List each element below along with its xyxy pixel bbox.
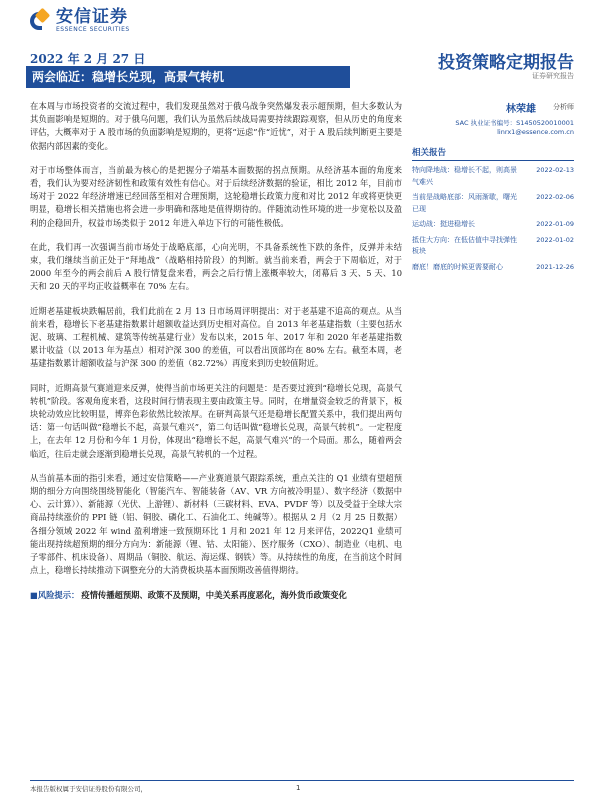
paragraph-3: 在此，我们再一次强调当前市场处于战略底部，心向光明，不具备系统性下跌的条件，反弹并未结束，我们继续当前正处于“拜地战”（战略相持阶段）的判断。就当前来看，两会于下周临近，对于 2000 年至今的两会前后 A 股行情复盘来看，两会之后行情上涨概率较大，闭幕后 3 天、5 天、10 天和 20 天的平均正收益概率在 70% 左右。	[30, 241, 402, 292]
logo-mark-icon	[28, 10, 50, 32]
related-report-title[interactable]: 运动战：挺进稳增长	[412, 220, 475, 228]
report-date: 2022 年 2 月 27 日	[30, 52, 146, 66]
paragraph-4: 近期老基建板块跌幅居前，我们此前在 2 月 13 日市场周评明提出：对于老基建不追高的观点。从当前来看，稳增长下老基建指数累计超额收益达到历史相对高位。自 2013 年老基建指数（主要包括水泥、玻璃、工程机械、建筑等传统基建行业）发布以来，2015 年、2017 年和 2020 年老基建指数累计收益（以 2013 年为基点）相对沪深 300 的差值，可以看出顶部均在 80% 左右。截至本周，老基建指数累计超额收益与沪深 300 的差值（82.72%）再度来到历史较值附近。	[30, 305, 402, 369]
report-title: 两会临近：稳增长兑现，高景气转机	[26, 66, 350, 88]
logo-name-en: ESSENCE SECURITIES	[56, 26, 130, 33]
company-logo	[28, 8, 130, 33]
related-report-item[interactable]	[412, 235, 574, 258]
logo-name-cn: 安信证券	[56, 7, 128, 27]
paragraph-6: 从当前基本面的指引来看，通过安信策略——产业赛道景气跟踪系统，重点关注的 Q1 业绩有望超预期的细分方向围绕围绕智能化（智能汽车、智能装备（AV、VR 方向被冷明显）、数字经济（数据中心、云计算））、新能源（光伏、上游锂）、新材料（三碳材料、EVA、PVDF 等）以及受益于全球大宗商品持续涨价的 PPI 链（铝、铜胶、磷化工、石油化工、纯碱等）。根据从 2 月（2 月 25 日数据）各细分领域 2022 年 wind 盈利增速一致预期环比 1 月和 2021 年 12 月来评估，2022Q1 业绩可能出现持续超预期的细分方向为：新能源（锂、钴、太阳能）、医疗服务（CXO）、制造业（电机、电子零部件、机床设备）、周期品（铜胶、航运、海运煤、钢铁）等。从持续性的角度，在当前这个时间点上，稳增长持续推动下调整充分的大消费板块基本面预期改善值得期待。	[30, 472, 402, 576]
paragraph-5: 同时，近期高景气赛道迎来反弹，使得当前市场更关注的问题是：是否要过渡到“稳增长兑现，高景气转机”阶段。客观角度来看，这段时间行情表现主要由政策主导。同时，在增量资金较乏的背景下，板块轮动效应比较明显，博弈色彩依然比较浓厚。在研判高景气还是稳增长配置关系中，我们提出两句话：第一句话叫做“稳增长不起，高景气难兴”，第二句话叫做“稳增长兑现，高景气转机”。一定程度上，在去年 12 月份和今年 1 月份，体现出“稳增长不起，高景气难兴”的一个局面。那么，随着两会临近，往后走就会逐渐到稳增长兑现，高景气转机的一个过程。	[30, 382, 402, 459]
related-report-item[interactable]	[412, 219, 574, 231]
report-body	[30, 100, 402, 602]
paragraph-2: 对于市场整体而言，当前最为核心的是把握分子端基本面数据的拐点预期。从经济基本面的角度来看，我们认为要对经济韧性和政策有效性有信心。对于后续经济数据的验证，相比 2012 年，目前市场对于 2022 年经济增速已经回落至相对合理预期，这轮稳增长政策力度和对比 2012 年或将更快更明显，稳增长相关措施也将会进一步明确和落地是值得期待的。伴随流动性环境的进一步宽松以及盈利的企稳回升，权益市场类似于 2012 年进入单边下行的可能性极低。	[30, 164, 402, 228]
related-report-date: 2022-01-02	[536, 235, 574, 244]
related-report-title[interactable]: 当前是战略底部：风雨渐歇，曙光已现	[412, 193, 517, 213]
related-report-item[interactable]	[412, 165, 574, 188]
analyst-email[interactable]: linrx1@essence.com.cn	[497, 128, 574, 136]
related-report-item[interactable]	[412, 192, 574, 215]
risk-label: ■风险提示：	[30, 589, 80, 600]
related-report-title[interactable]: 特向降地战：稳增长不起，则高景气难兴	[412, 166, 517, 186]
related-report-date: 2022-02-13	[536, 166, 574, 174]
related-report-title[interactable]: 抵住大方向：在低估值中寻找弹性板块	[412, 235, 517, 255]
footer-divider	[30, 780, 574, 781]
report-subtype: 证券研究报告	[532, 72, 574, 80]
related-report-date: 2022-01-09	[536, 220, 574, 228]
risk-text: 疫情传播超预期、政策不及预期，中美关系再度恶化，海外货币政策变化	[81, 589, 347, 600]
report-type: 投资策略定期报告	[438, 53, 574, 73]
footer-disclaimer: 本报告版权属于安信证券股份有限公司，	[30, 785, 147, 793]
paragraph-1: 在本周与市场投资者的交流过程中，我们发现虽然对于俄乌战争突然爆发表示超预期，但大多数认为其负面影响是短期的。对于俄乌问题，我们认为虽然后续战局需要持续跟踪观察，但从历史的角度来评估，大概率对于 A 股市场的负面影响是短期的，更将“远虑”作“近忧”，对于 A 股后续判断更主要是依据内部因素的变化。	[30, 101, 402, 151]
related-reports-title: 相关报告	[412, 146, 574, 161]
sidebar	[412, 100, 574, 273]
related-report-item[interactable]	[412, 262, 574, 274]
page-number: 1	[296, 784, 301, 792]
analyst-name: 林荣雄	[506, 104, 536, 115]
related-report-date: 2021-12-26	[536, 262, 574, 271]
related-report-title[interactable]: 磨底！磨底的时候更需要耐心	[412, 262, 503, 271]
risk-notice	[30, 589, 402, 602]
analyst-license: SAC 执业证书编号：S1450520010001	[455, 119, 574, 127]
analyst-role: 分析师	[553, 103, 574, 111]
related-report-date: 2022-02-06	[536, 193, 574, 201]
